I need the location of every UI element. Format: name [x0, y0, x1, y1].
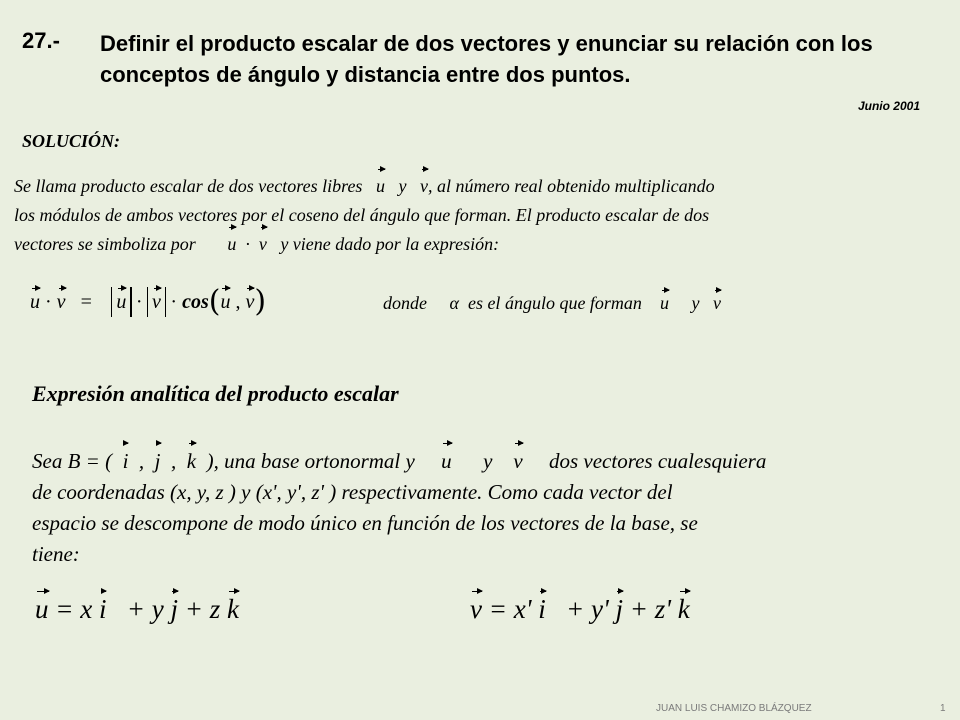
question-number: 27.- [22, 28, 60, 53]
angle-note [383, 293, 721, 314]
analytic-line-2: de coordenadas (x, y, z ) y (x', y', z' ) respectivamente. Como cada vector del [32, 480, 673, 504]
vector-u: u [659, 293, 669, 313]
vector-v: v [259, 230, 267, 259]
vector-v: v [245, 290, 255, 313]
vector-v: v [470, 594, 482, 624]
basis-intro: Sea B = ( [32, 449, 113, 473]
cos-function: cos [182, 290, 209, 313]
conjunction-y: y [483, 449, 493, 473]
dot-product-formula [30, 284, 267, 319]
analytic-heading: Expresión analítica del producto escalar [32, 381, 399, 406]
equation-term: + z [177, 594, 221, 624]
open-paren: ( [208, 284, 221, 319]
conjunction-y: y [691, 293, 700, 313]
basis-text: dos vectores cualesquiera [548, 449, 767, 473]
vector-j: j [615, 594, 623, 624]
vector-v: v [420, 172, 428, 201]
analytic-paragraph [32, 446, 766, 570]
definition-line-1 [14, 172, 715, 201]
analytic-line-1 [32, 446, 766, 477]
vector-i: i [98, 594, 107, 624]
equation-term: = x [48, 594, 93, 624]
exam-date: Junio 2001 [857, 99, 920, 113]
vector-u: u [220, 290, 231, 313]
equation-term: + z' [622, 594, 671, 624]
vector-v: v [712, 293, 721, 313]
dot-operator: · [245, 234, 250, 254]
page-number: 1 [940, 703, 946, 714]
vector-j: j [170, 594, 178, 624]
dot-operator: · [170, 290, 178, 313]
abs-bar [130, 287, 132, 317]
analytic-line-4: tiene: [32, 542, 80, 566]
comma: , [138, 449, 145, 473]
abs-bar [165, 287, 167, 317]
solution-label: SOLUCIÓN: [22, 131, 121, 151]
vector-u: u [227, 230, 236, 259]
equation-v [470, 594, 690, 625]
definition-line-3 [14, 230, 715, 259]
alpha-symbol: α [449, 293, 459, 313]
vector-j: j [155, 446, 161, 477]
equation-u [35, 594, 239, 625]
equation-term: = x' [481, 594, 532, 624]
analytic-line-3: espacio se descompone de modo único en función de los vectores de la base, se [32, 511, 698, 535]
vector-u: u [30, 290, 40, 313]
vector-v: v [56, 290, 66, 313]
comma: , [171, 449, 177, 473]
definition-paragraph [14, 172, 715, 259]
donde-text: donde [383, 293, 427, 313]
dot-operator: · [135, 290, 143, 313]
dot-operator: · [45, 290, 52, 313]
definition-text: vectores se simboliza por [14, 234, 196, 254]
vector-k: k [187, 446, 196, 477]
question-title: Definir el producto escalar de dos vectores y enunciar su relación con los conceptos de ángulo y distancia entre dos puntos. [100, 31, 873, 87]
angle-note-text: es el ángulo que forman [467, 293, 642, 313]
vector-i: i [538, 594, 546, 624]
vector-u: u [376, 172, 385, 201]
definition-text: y viene dado por la expresión: [280, 234, 500, 254]
footer-author: JUAN LUIS CHAMIZO BLÁZQUEZ [656, 703, 812, 714]
vector-v: v [152, 290, 161, 313]
vector-v: v [513, 446, 522, 477]
vector-u: u [35, 594, 49, 624]
conjunction-y: y [398, 176, 407, 196]
abs-bar [147, 287, 149, 317]
equals-sign: = [80, 290, 92, 313]
close-paren: ) [254, 284, 267, 319]
definition-line-2: los módulos de ambos vectores por el coseno del ángulo que forman. El producto escalar de dos [14, 205, 710, 225]
comma: , [235, 290, 241, 313]
vector-u: u [116, 290, 127, 313]
vector-k: k [677, 594, 690, 624]
basis-text: ), una base ortonormal y [206, 449, 415, 473]
equation-term: + y' [559, 594, 609, 624]
vector-u: u [441, 446, 452, 477]
definition-text: , al número real obtenido multiplicando [427, 176, 715, 196]
equation-term: + y [119, 594, 164, 624]
vector-k: k [226, 594, 239, 624]
abs-bar [111, 287, 113, 317]
definition-text: Se llama producto escalar de dos vectores libres [14, 176, 363, 196]
vector-i: i [123, 446, 129, 477]
